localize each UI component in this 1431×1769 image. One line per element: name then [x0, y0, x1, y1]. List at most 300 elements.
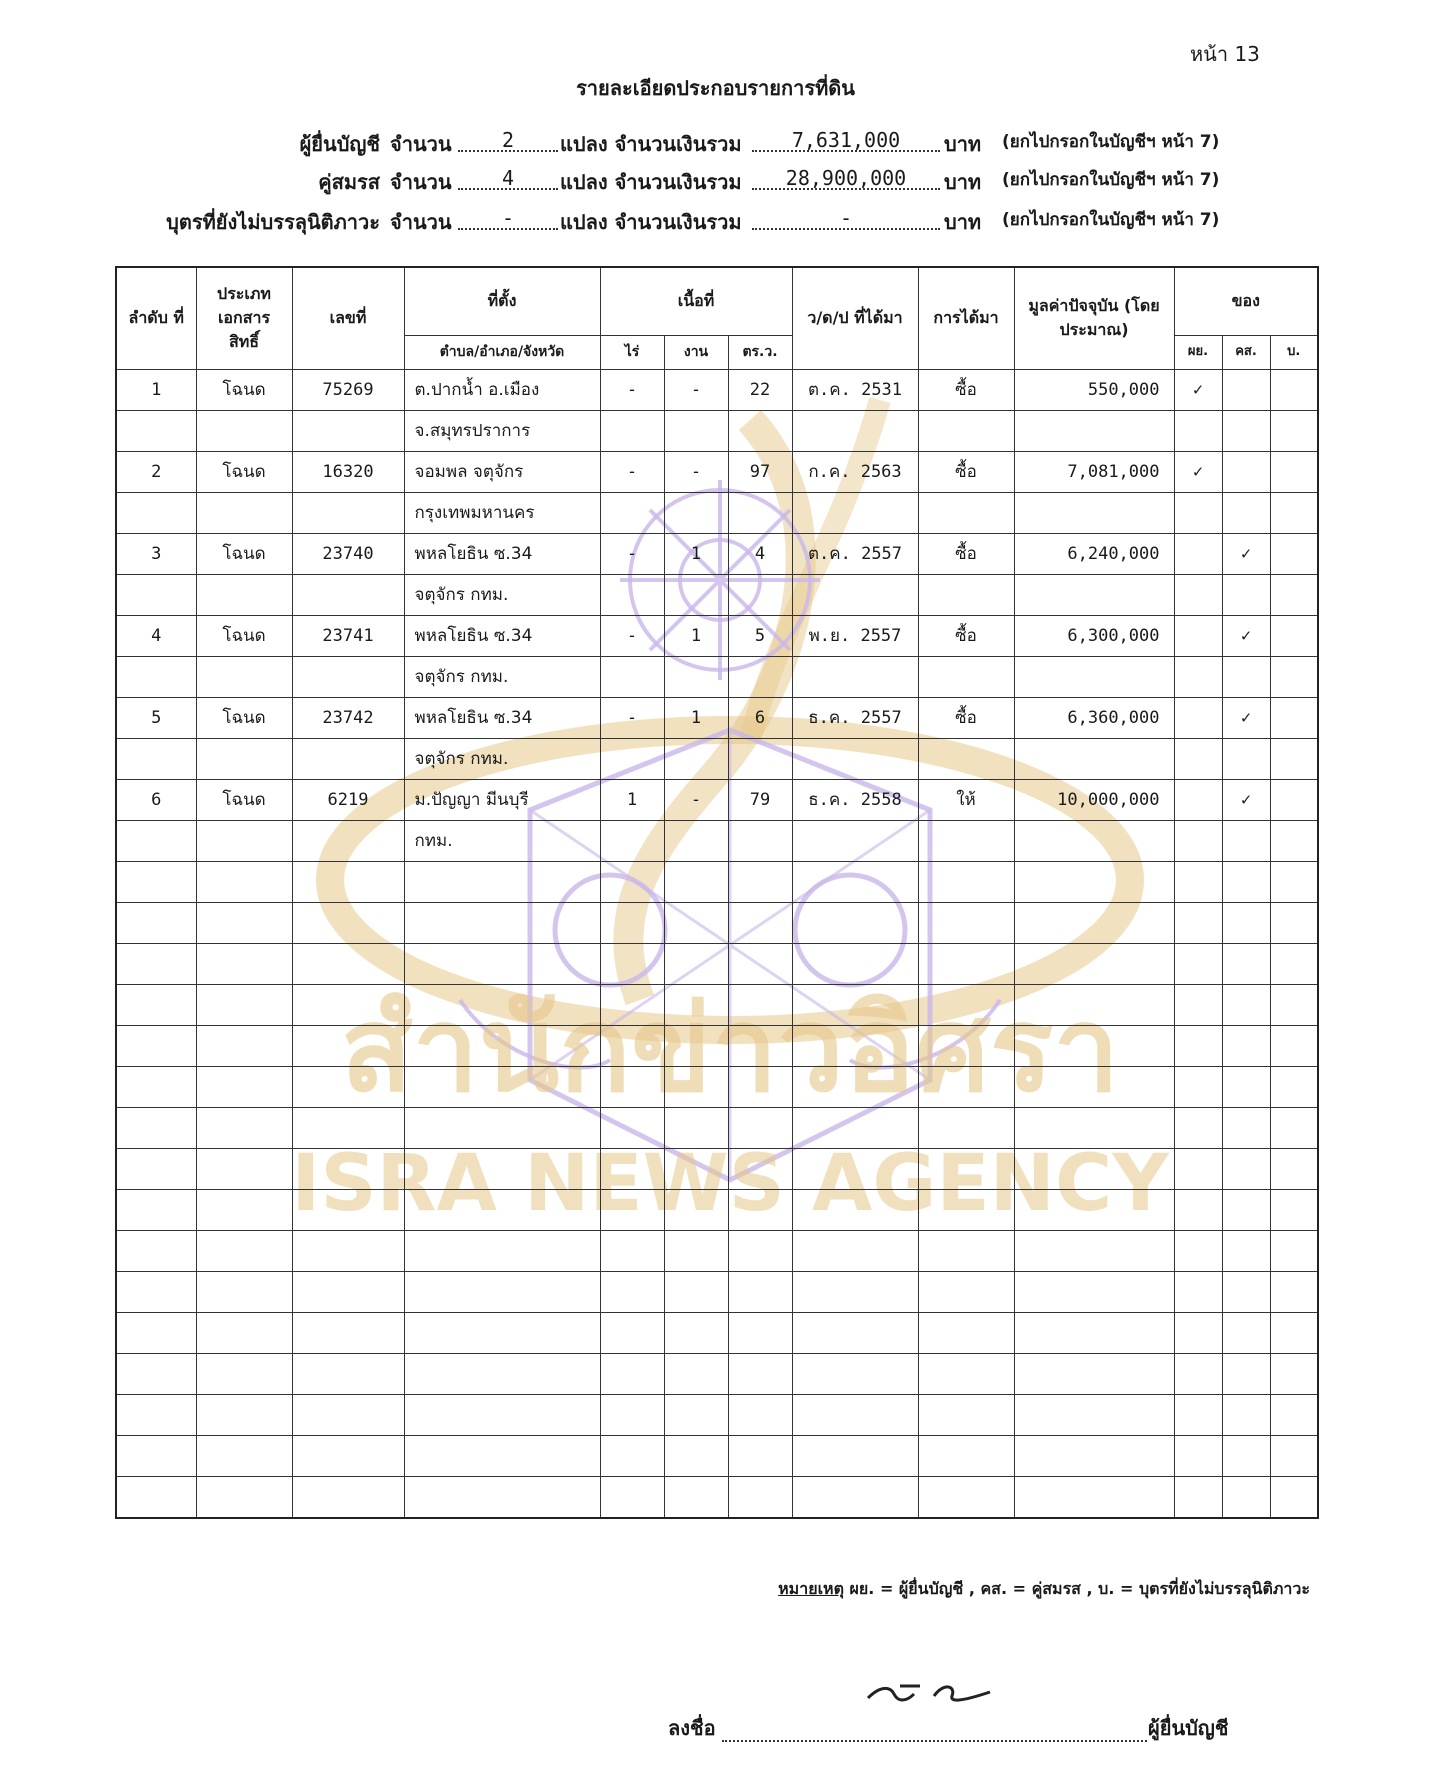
cell-empty: [1174, 1230, 1222, 1271]
cell-empty: [664, 1394, 728, 1435]
cell-empty: [1014, 1476, 1174, 1518]
cell-empty: [664, 820, 728, 861]
cell-empty: [1174, 656, 1222, 697]
cell-empty: [728, 1312, 792, 1353]
table-row: [116, 451, 1318, 492]
remark-text: ผย. = ผู้ยื่นบัญชี , คส. = คู่สมรส , บ. = บุตรที่ยังไม่บรรลุนิติภาวะ: [843, 1579, 1310, 1598]
cell-empty: [292, 1353, 404, 1394]
cell-empty: [196, 1476, 292, 1518]
cell-empty: [1014, 902, 1174, 943]
cell-value: 7,081,000: [1014, 451, 1174, 492]
cell-empty: [728, 1353, 792, 1394]
cell-empty: [664, 492, 728, 533]
summary-count-label: จำนวน: [390, 132, 452, 156]
cell-value: 550,000: [1014, 369, 1174, 410]
cell-empty: [792, 943, 918, 984]
cell-empty: [116, 1271, 196, 1312]
cell-sqwa: 97: [728, 451, 792, 492]
check-mark-icon: ✓: [1192, 379, 1204, 400]
header-sqwa: ตร.ว.: [728, 335, 792, 369]
cell-empty: [1222, 1230, 1270, 1271]
cell-empty: [1222, 1025, 1270, 1066]
cell-acquire: ซื้อ: [918, 369, 1014, 410]
cell-empty: [116, 1394, 196, 1435]
summary-note: (ยกไปกรอกในบัญชีฯ หน้า 7): [1002, 210, 1220, 230]
cell-empty: [1270, 1189, 1318, 1230]
cell-empty: [1222, 902, 1270, 943]
cell-value: 10,000,000: [1014, 779, 1174, 820]
cell-empty: [600, 1476, 664, 1518]
cell-empty: [728, 738, 792, 779]
remark-note: [740, 1577, 1310, 1602]
cell-empty: [918, 1148, 1014, 1189]
check-mark-icon: ✓: [1240, 707, 1252, 728]
cell-empty: [404, 1476, 600, 1518]
cell-empty: [1222, 1476, 1270, 1518]
cell-empty: [196, 1353, 292, 1394]
cell-empty: [292, 1025, 404, 1066]
cell-empty: [600, 1394, 664, 1435]
cell-empty: [1270, 656, 1318, 697]
signature-line[interactable]: [722, 1718, 1147, 1742]
cell-empty: [918, 1025, 1014, 1066]
cell-empty: [728, 410, 792, 451]
cell-empty: [918, 943, 1014, 984]
cell-location: พหลโยธิน ซ.34: [404, 615, 600, 656]
cell-empty: [292, 1066, 404, 1107]
cell-owner-child: [1270, 533, 1318, 574]
cell-seq: 1: [116, 369, 196, 410]
cell-empty: [116, 902, 196, 943]
cell-empty: [600, 1271, 664, 1312]
cell-empty: [404, 984, 600, 1025]
cell-empty: [1014, 492, 1174, 533]
land-details-table: [115, 266, 1319, 1519]
table-row: [116, 615, 1318, 656]
cell-empty: [116, 738, 196, 779]
cell-empty: [918, 1230, 1014, 1271]
cell-owner-self: [1174, 369, 1222, 410]
cell-empty: [664, 1107, 728, 1148]
summary-count-value: 4: [458, 166, 558, 190]
cell-owner-self: [1174, 451, 1222, 492]
cell-ngan: 1: [664, 697, 728, 738]
cell-empty: [1174, 574, 1222, 615]
cell-empty: [600, 1435, 664, 1476]
cell-empty: [728, 1476, 792, 1518]
cell-empty: [792, 656, 918, 697]
cell-empty: [1174, 1066, 1222, 1107]
summary-note: (ยกไปกรอกในบัญชีฯ หน้า 7): [1002, 170, 1220, 190]
cell-empty: [1174, 1107, 1222, 1148]
cell-empty: [1222, 861, 1270, 902]
cell-empty: [918, 738, 1014, 779]
cell-location-continued: จตุจักร กทม.: [404, 656, 600, 697]
cell-doc-type: โฉนด: [196, 697, 292, 738]
cell-empty: [600, 656, 664, 697]
cell-empty: [1222, 1189, 1270, 1230]
cell-empty: [1270, 574, 1318, 615]
cell-empty: [1174, 1025, 1222, 1066]
cell-empty: [728, 1107, 792, 1148]
cell-empty: [728, 1394, 792, 1435]
cell-location: ม.ปัญญา มีนบุรี: [404, 779, 600, 820]
cell-empty: [292, 492, 404, 533]
cell-empty: [918, 1476, 1014, 1518]
summary-owner-label: ผู้ยื่นบัญชี: [299, 132, 380, 156]
cell-owner-child: [1270, 779, 1318, 820]
watermark-text-english: ISRA NEWS AGENCY: [291, 1139, 1169, 1229]
cell-empty: [792, 861, 918, 902]
cell-empty: [1222, 1271, 1270, 1312]
summary-owner-label: คู่สมรส: [318, 170, 380, 194]
cell-empty: [196, 1394, 292, 1435]
table-row-empty: [116, 943, 1318, 984]
cell-empty: [918, 574, 1014, 615]
cell-empty: [792, 1230, 918, 1271]
cell-empty: [792, 410, 918, 451]
cell-empty: [600, 1066, 664, 1107]
cell-date: ต.ค. 2531: [792, 369, 918, 410]
cell-empty: [116, 656, 196, 697]
cell-empty: [664, 1230, 728, 1271]
cell-empty: [600, 574, 664, 615]
cell-sqwa: 22: [728, 369, 792, 410]
cell-seq: 3: [116, 533, 196, 574]
cell-owner-child: [1270, 451, 1318, 492]
cell-empty: [116, 1189, 196, 1230]
cell-empty: [1222, 1435, 1270, 1476]
table-row-empty: [116, 1025, 1318, 1066]
cell-empty: [1174, 902, 1222, 943]
cell-empty: [664, 1312, 728, 1353]
cell-empty: [728, 1189, 792, 1230]
cell-empty: [1270, 410, 1318, 451]
cell-number: 75269: [292, 369, 404, 410]
cell-doc-type: โฉนด: [196, 779, 292, 820]
cell-empty: [292, 1107, 404, 1148]
cell-empty: [196, 1066, 292, 1107]
cell-empty: [918, 1312, 1014, 1353]
cell-empty: [664, 1148, 728, 1189]
cell-owner-self: [1174, 779, 1222, 820]
cell-seq: 5: [116, 697, 196, 738]
cell-empty: [1222, 738, 1270, 779]
cell-empty: [404, 1271, 600, 1312]
table-row-empty: [116, 1066, 1318, 1107]
cell-empty: [792, 492, 918, 533]
remark-label: หมายเหตุ: [778, 1579, 844, 1598]
cell-empty: [292, 1189, 404, 1230]
cell-empty: [1174, 1353, 1222, 1394]
cell-empty: [918, 410, 1014, 451]
table-row-empty: [116, 1107, 1318, 1148]
cell-empty: [404, 902, 600, 943]
cell-empty: [792, 1107, 918, 1148]
cell-empty: [728, 1148, 792, 1189]
page-number: หน้า 13: [1190, 42, 1260, 66]
cell-empty: [1014, 1312, 1174, 1353]
cell-empty: [404, 861, 600, 902]
cell-location-continued: จ.สมุทรปราการ: [404, 410, 600, 451]
cell-owner-child: [1270, 369, 1318, 410]
cell-empty: [918, 1394, 1014, 1435]
cell-empty: [918, 1353, 1014, 1394]
table-row-continued: [116, 656, 1318, 697]
cell-empty: [292, 1148, 404, 1189]
header-ngan: งาน: [664, 335, 728, 369]
cell-empty: [404, 1148, 600, 1189]
summary-note: (ยกไปกรอกในบัญชีฯ หน้า 7): [1002, 132, 1220, 152]
cell-empty: [116, 1066, 196, 1107]
table-row-empty: [116, 1230, 1318, 1271]
cell-empty: [1174, 738, 1222, 779]
watermark-text-thai: สำนักข่าวอิศรา: [340, 980, 1120, 1118]
check-mark-icon: ✓: [1192, 461, 1204, 482]
cell-acquire: ซื้อ: [918, 451, 1014, 492]
land-table-body: [116, 369, 1318, 1518]
cell-empty: [1222, 984, 1270, 1025]
header-owner-child: บ.: [1270, 335, 1318, 369]
cell-empty: [1014, 1230, 1174, 1271]
header-owner-spouse: คส.: [1222, 335, 1270, 369]
table-row-empty: [116, 1312, 1318, 1353]
cell-empty: [664, 861, 728, 902]
cell-empty: [1270, 820, 1318, 861]
header-location: ที่ตั้ง: [404, 267, 600, 335]
cell-empty: [600, 820, 664, 861]
header-date: ว/ด/ป ที่ได้มา: [792, 267, 918, 369]
cell-empty: [1174, 1312, 1222, 1353]
cell-empty: [1174, 943, 1222, 984]
cell-empty: [918, 984, 1014, 1025]
cell-empty: [196, 574, 292, 615]
cell-empty: [600, 984, 664, 1025]
cell-empty: [196, 492, 292, 533]
summary-amount-value: 7,631,000: [752, 128, 940, 152]
table-row-empty: [116, 984, 1318, 1025]
cell-empty: [1222, 410, 1270, 451]
cell-empty: [1270, 1312, 1318, 1353]
cell-empty: [116, 1230, 196, 1271]
cell-empty: [1270, 1476, 1318, 1518]
table-row-empty: [116, 1435, 1318, 1476]
cell-empty: [1174, 1271, 1222, 1312]
table-row-empty: [116, 1476, 1318, 1518]
cell-empty: [600, 1230, 664, 1271]
table-row-empty: [116, 1394, 1318, 1435]
cell-empty: [918, 1107, 1014, 1148]
table-row: [116, 697, 1318, 738]
cell-empty: [116, 943, 196, 984]
cell-empty: [1014, 1353, 1174, 1394]
cell-rai: -: [600, 533, 664, 574]
cell-empty: [196, 410, 292, 451]
cell-empty: [404, 1107, 600, 1148]
cell-empty: [728, 902, 792, 943]
cell-empty: [1014, 1435, 1174, 1476]
cell-empty: [196, 1435, 292, 1476]
cell-empty: [664, 1189, 728, 1230]
cell-empty: [116, 820, 196, 861]
cell-location: ต.ปากน้ำ อ.เมือง: [404, 369, 600, 410]
cell-empty: [792, 984, 918, 1025]
cell-empty: [1014, 820, 1174, 861]
cell-empty: [116, 1312, 196, 1353]
cell-empty: [404, 1189, 600, 1230]
header-owner: ของ: [1174, 267, 1318, 335]
cell-date: ก.ค. 2563: [792, 451, 918, 492]
cell-empty: [1270, 861, 1318, 902]
summary-currency-label: บาท: [944, 170, 982, 194]
cell-empty: [600, 943, 664, 984]
cell-empty: [600, 1148, 664, 1189]
check-mark-icon: ✓: [1240, 625, 1252, 646]
cell-empty: [1014, 1107, 1174, 1148]
cell-empty: [792, 1148, 918, 1189]
signature-mark: [860, 1672, 1000, 1712]
cell-number: 23740: [292, 533, 404, 574]
cell-empty: [600, 1107, 664, 1148]
cell-acquire: ให้: [918, 779, 1014, 820]
table-row-continued: [116, 410, 1318, 451]
cell-empty: [196, 1025, 292, 1066]
cell-empty: [792, 1025, 918, 1066]
summary-currency-label: บาท: [944, 132, 982, 156]
cell-empty: [664, 1271, 728, 1312]
cell-empty: [292, 1230, 404, 1271]
cell-location-continued: จตุจักร กทม.: [404, 738, 600, 779]
cell-empty: [792, 1066, 918, 1107]
cell-empty: [116, 1107, 196, 1148]
cell-empty: [728, 656, 792, 697]
cell-value: 6,360,000: [1014, 697, 1174, 738]
cell-empty: [404, 1066, 600, 1107]
cell-empty: [664, 1025, 728, 1066]
cell-empty: [1270, 984, 1318, 1025]
cell-number: 23741: [292, 615, 404, 656]
cell-empty: [600, 1189, 664, 1230]
cell-empty: [292, 1435, 404, 1476]
cell-empty: [1222, 1107, 1270, 1148]
cell-empty: [1222, 1312, 1270, 1353]
cell-empty: [1270, 492, 1318, 533]
header-seq: ลำดับ ที่: [116, 267, 196, 369]
cell-empty: [600, 492, 664, 533]
cell-owner-spouse: [1222, 369, 1270, 410]
cell-empty: [404, 1353, 600, 1394]
cell-empty: [1222, 820, 1270, 861]
summary-amount-value: 28,900,000: [752, 166, 940, 190]
cell-empty: [404, 1230, 600, 1271]
cell-empty: [600, 738, 664, 779]
cell-empty: [1014, 1148, 1174, 1189]
check-mark-icon: ✓: [1240, 543, 1252, 564]
cell-empty: [292, 820, 404, 861]
cell-empty: [728, 1271, 792, 1312]
cell-empty: [1222, 1066, 1270, 1107]
cell-empty: [1014, 1066, 1174, 1107]
cell-number: 16320: [292, 451, 404, 492]
cell-empty: [728, 574, 792, 615]
cell-empty: [1270, 1230, 1318, 1271]
cell-empty: [1174, 410, 1222, 451]
summary-count-label: จำนวน: [390, 210, 452, 234]
cell-empty: [792, 902, 918, 943]
cell-empty: [600, 1312, 664, 1353]
cell-ngan: 1: [664, 615, 728, 656]
cell-empty: [918, 1271, 1014, 1312]
cell-empty: [792, 738, 918, 779]
cell-empty: [664, 984, 728, 1025]
cell-empty: [1222, 656, 1270, 697]
cell-empty: [196, 656, 292, 697]
cell-empty: [1014, 861, 1174, 902]
cell-empty: [728, 1025, 792, 1066]
cell-empty: [1174, 820, 1222, 861]
cell-empty: [196, 1148, 292, 1189]
table-row-continued: [116, 820, 1318, 861]
cell-empty: [292, 574, 404, 615]
cell-owner-self: [1174, 615, 1222, 656]
table-row-empty: [116, 1353, 1318, 1394]
cell-empty: [1270, 738, 1318, 779]
table-row-empty: [116, 1189, 1318, 1230]
table-row-empty: [116, 861, 1318, 902]
cell-empty: [116, 1435, 196, 1476]
cell-empty: [292, 410, 404, 451]
cell-empty: [196, 820, 292, 861]
cell-empty: [1270, 1271, 1318, 1312]
table-row-empty: [116, 1148, 1318, 1189]
cell-empty: [1014, 984, 1174, 1025]
cell-owner-spouse: [1222, 697, 1270, 738]
cell-owner-child: [1270, 697, 1318, 738]
cell-empty: [792, 1476, 918, 1518]
summary-unit-label: แปลง จำนวนเงินรวม: [560, 170, 742, 194]
cell-empty: [918, 902, 1014, 943]
cell-empty: [792, 574, 918, 615]
cell-empty: [728, 492, 792, 533]
cell-empty: [1270, 1435, 1318, 1476]
cell-empty: [1270, 1107, 1318, 1148]
cell-empty: [1222, 574, 1270, 615]
cell-sqwa: 4: [728, 533, 792, 574]
cell-empty: [116, 1025, 196, 1066]
header-rai: ไร่: [600, 335, 664, 369]
cell-empty: [728, 984, 792, 1025]
cell-doc-type: โฉนด: [196, 369, 292, 410]
cell-empty: [404, 943, 600, 984]
cell-empty: [600, 1025, 664, 1066]
cell-empty: [116, 861, 196, 902]
cell-empty: [728, 820, 792, 861]
cell-empty: [728, 1230, 792, 1271]
cell-empty: [1014, 410, 1174, 451]
cell-location-continued: กรุงเทพมหานคร: [404, 492, 600, 533]
cell-empty: [918, 820, 1014, 861]
header-doc-type: ประเภท เอกสาร สิทธิ์: [196, 267, 292, 369]
cell-date: ต.ค. 2557: [792, 533, 918, 574]
cell-empty: [1222, 943, 1270, 984]
cell-empty: [1174, 1148, 1222, 1189]
cell-value: 6,240,000: [1014, 533, 1174, 574]
cell-empty: [1014, 738, 1174, 779]
cell-empty: [792, 1312, 918, 1353]
cell-empty: [404, 1312, 600, 1353]
cell-sqwa: 5: [728, 615, 792, 656]
cell-empty: [196, 1230, 292, 1271]
